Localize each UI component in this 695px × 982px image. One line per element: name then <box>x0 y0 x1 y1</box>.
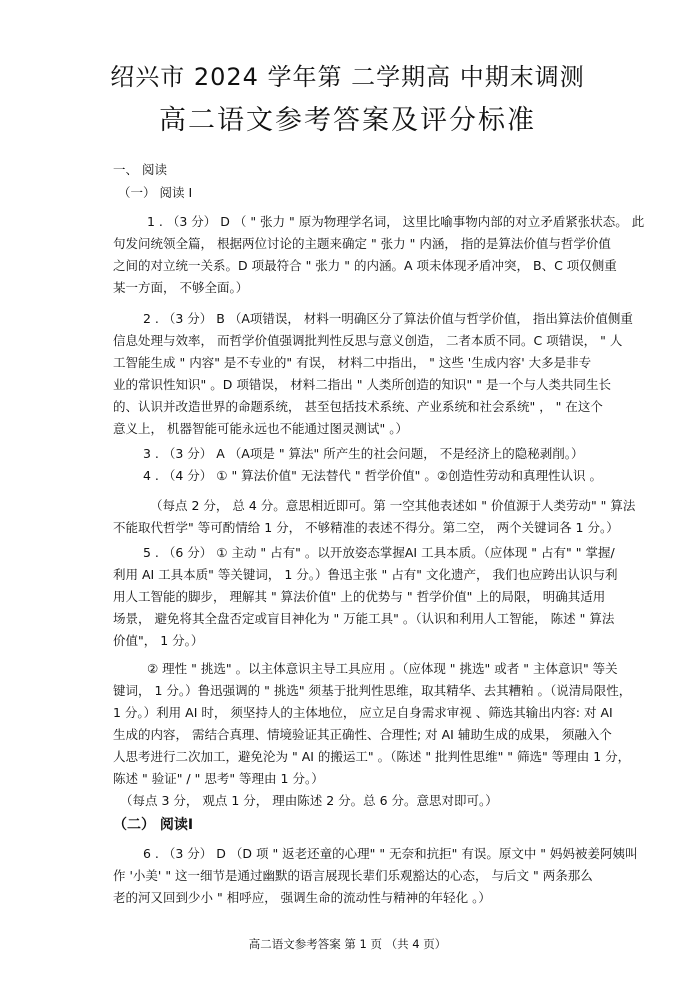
text-line: 一、 阅读 <box>113 162 167 177</box>
text-line: 2 . （3 分） B （A项错误， 材料一明确区分了算法价值与哲学价值， 指出算法价值侧重 <box>143 311 633 326</box>
text-line: 不能取代哲学" 等可酌情给 1 分， 不够精准的表述不得分。第二空， 两个关键词各 1 分。） <box>113 520 619 535</box>
text-line: 作 '小美' " 这一细节是通过幽默的语言展现长辈们乐观豁达的心态， 与后文 " 两条那么 <box>113 868 593 883</box>
text-line: 用人工智能的脚步， 理解其 " 算法价值" 上的优势与 " 哲学价值" 上的局限， 明确其适用 <box>113 589 606 604</box>
text-line: 5 . （6 分） ① 主动 " 占有" 。以开放姿态掌握AI 工具本质。（应体现 " 占有" " 掌握/ <box>143 545 615 560</box>
text-line: 老的河又回到少小 " 相呼应， 强调生命的流动性与精神的年轻化 。） <box>113 890 491 905</box>
text-line: 价值"， 1 分。） <box>113 633 204 648</box>
text-line: 的、认识并改造世界的命题系统， 甚至包括技术系统、产业系统和社会系统" ， " 在这个 <box>113 399 603 414</box>
page-footer: 高二语文参考答案 第 1 页 （共 4 页） <box>248 937 447 951</box>
text-line: 工智能生成 " 内容" 是不专业的" 有误， 材料二中指出， " 这些 '生成内容' 大多是非专 <box>113 355 592 370</box>
text-line: （每点 2 分， 总 4 分。意思相近即可。第 一空其他表述如 " 价值源于人类劳动" " 算法 <box>150 498 636 513</box>
text-line: 生成的内容， 需结合真理、情境验证其正确性、合理性; 对 AI 辅助生成的成果， 须融入个 <box>113 727 612 742</box>
text-line: 键词， 1 分。）鲁迅强调的 " 挑选" 须基于批判性思维，取其精华、去其糟粕 。（说清局限性， <box>113 683 632 698</box>
text-line: 人思考进行二次加工，避免沦为 " AI 的搬运工" 。（陈述 " 批判性思维" " 筛选" 等理由 1 分， <box>113 749 631 764</box>
text-line: 之间的对立统一关系。D 项最符合 " 张力 " 的内涵。A 项未体现矛盾冲突， B、C 项仅侧重 <box>113 258 617 273</box>
text-line: 利用 AI 工具本质" 等关键词， 1 分。）鲁迅主张 " 占有" 文化遗产， 我们也应跨出认识与利 <box>113 567 618 582</box>
text-line: （二） 阅读I <box>113 817 194 833</box>
document-subtitle: 高二语文参考答案及评分标准 <box>159 105 536 136</box>
text-line: 1 . （3 分） D （ " 张力 " 原为物理学名词， 这里比喻事物内部的对立矛盾紧张状态。 此 <box>147 214 645 229</box>
text-line: （每点 3 分， 观点 1 分， 理由陈述 2 分。总 6 分。意思对即可。） <box>120 793 498 808</box>
text-line: 3 . （3 分） A （A项是 " 算法" 所产生的社会问题， 不是经济上的隐秘剥削。） <box>143 446 584 461</box>
text-line: 句发问统领全篇， 根据两位讨论的主题来确定 " 张力 " 内涵， 指的是算法价值与哲学价值 <box>113 236 611 251</box>
text-line: （一） 阅读 I <box>118 185 193 200</box>
text-line: 业的常识性知识" 。D 项错误， 材料二指出 " 人类所创造的知识" " 是一个与人类共同生长 <box>113 377 611 392</box>
text-line: 意义上， 机器智能可能永远也不能通过图灵测试" 。） <box>113 421 408 436</box>
text-line: 6 . （3 分） D （D 项 " 返老还童的心理" " 无奈和抗拒" 有误。原文中 " 妈妈被姜阿姨叫 <box>143 846 638 861</box>
text-line: 信息处理与效率， 而哲学价值强调批判性反思与意义创造， 二者本质不同。C 项错误， " 人 <box>113 333 623 348</box>
text-line: 某一方面， 不够全面。） <box>113 280 249 295</box>
text-line: 4 . （4 分） ① " 算法价值" 无法替代 " 哲学价值" 。②创造性劳动和真理性认识 。 <box>143 468 602 483</box>
text-line: 场景， 避免将其全盘否定或盲目神化为 " 万能工具" 。（认识和利用人工智能， 陈述 " 算法 <box>113 611 615 626</box>
text-line: 陈述 " 验证" / " 思考" 等理由 1 分。） <box>113 771 324 786</box>
document-title: 绍兴市 2024 学年第 二学期高 中期末调测 <box>110 63 585 91</box>
text-line: ② 理性 " 挑选" 。以主体意识主导工具应用 。（应体现 " 挑选" 或者 " 主体意识" 等关 <box>147 661 618 676</box>
text-line: 1 分。）利用 AI 时， 须坚持人的主体地位， 应立足自身需求审视 、筛选其输出内容: 对 AI <box>113 705 613 720</box>
